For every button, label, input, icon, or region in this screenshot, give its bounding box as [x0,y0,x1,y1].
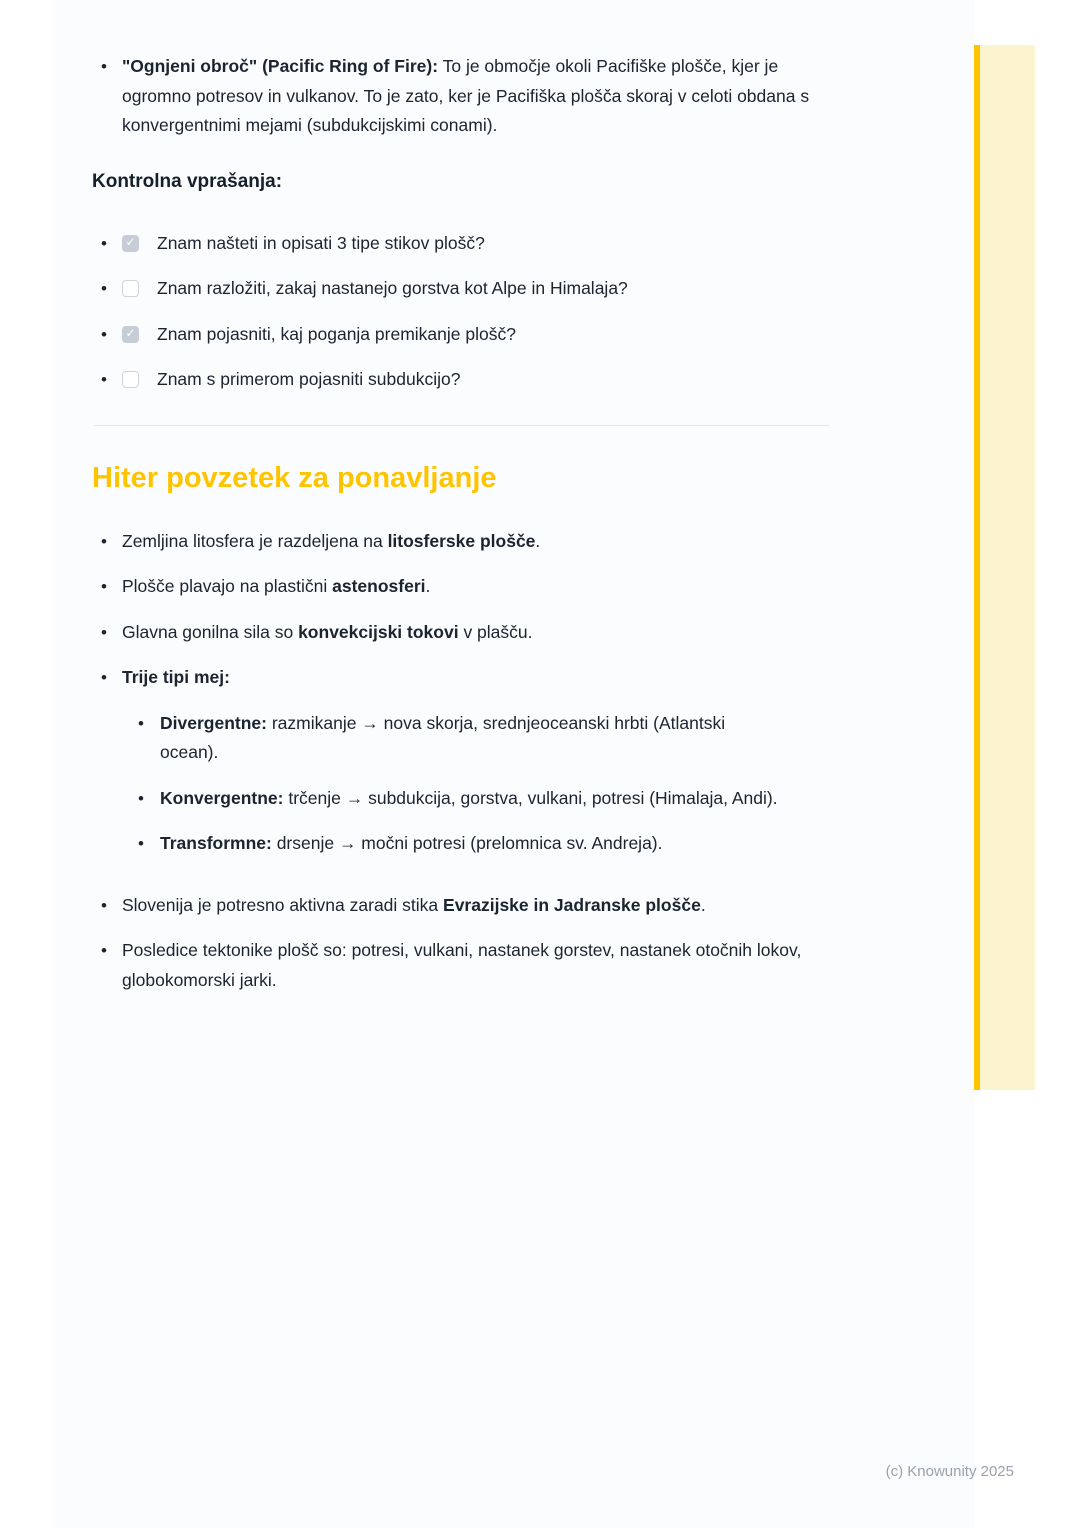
divider [94,425,830,426]
bullet-icon: • [101,57,107,76]
intro-bullet [92,52,832,141]
bullet-icon: • [101,370,107,389]
checkbox-unchecked[interactable] [122,280,139,297]
summary-item-body [122,572,822,602]
bullet-icon: • [101,577,107,596]
summary-item [92,572,832,602]
copyright-footer: (c) Knowunity 2025 [885,1463,1014,1480]
summary-item-text: Slovenija je potresno aktivna zaradi stika Evrazijske in Jadranske plošče. [122,894,706,915]
control-questions-checklist [92,229,832,395]
summary-sub-item-text: Divergentne: razmikanje → nova skorja, srednjeoceanski hrbti (Atlantski ocean). [160,712,726,762]
summary-list [92,527,832,996]
summary-item [92,527,832,557]
summary-item-body [122,527,822,557]
checklist-item [92,274,832,304]
bullet-icon: • [138,788,144,808]
summary-item-text: Glavna gonilna sila so konvekcijski tokovi v plašču. [122,621,533,642]
bullet-icon: • [101,622,107,642]
checklist-item-label: Znam pojasniti, kaj poganja premikanje plošč? [157,323,516,344]
summary-item-body [122,663,822,875]
bullet-icon: • [101,531,107,551]
intro-bullet-text: "Ognjeni obroč" (Pacific Ring of Fire): To je območje okoli Pacifiške plošče, kjer je ogromno potresov in vulkanov. To je zato, ker je Pacifiška plošča skoraj v celoti obdana s konvergentnimi mejami (subdukcijskimi conami). [122,56,810,135]
summary-item-text: Zemljina litosfera je razdeljena na litosferske plošče. [122,530,541,551]
summary-item [92,663,832,875]
checkbox-unchecked[interactable] [122,371,139,388]
checklist-item [92,320,832,350]
summary-title: Hiter povzetek za ponavljanje [92,461,497,494]
summary-item-body [122,936,822,995]
summary-sub-item [138,709,822,768]
document-content [92,0,832,1011]
bullet-icon: • [101,941,107,960]
bullet-icon: • [101,233,107,253]
summary-sub-item-text: Transformne: drsenje → močni potresi (prelomnica sv. Andreja). [160,833,663,853]
checklist-item-label: Znam s primerom pojasniti subdukcijo? [157,369,461,389]
checklist-item-label: Znam razložiti, zakaj nastanejo gorstva kot Alpe in Himalaja? [157,278,628,298]
summary-item [92,891,832,921]
bullet-icon: • [101,895,107,915]
summary-item-text: Posledice tektonike plošč so: potresi, vulkani, nastanek gorstev, nastanek otočnih lokov, globokomorski jarki. [122,940,802,990]
checklist-item-label: Znam našteti in opisati 3 tipe stikov plošč? [157,232,485,253]
summary-item [92,618,832,648]
summary-item-text: Plošče plavajo na plastični astenosferi. [122,576,431,596]
summary-item-body [122,618,822,648]
intro-bullet-list [92,0,832,141]
checkbox-checked[interactable]: ✓ [122,326,139,343]
summary-item [92,936,832,995]
bullet-icon: • [101,324,107,344]
highlight-margin-panel [980,45,1035,1090]
summary-sub-list [122,709,822,859]
summary-sub-item [138,784,822,814]
checklist-item [92,365,832,395]
bullet-icon: • [101,668,107,687]
summary-sub-item [138,829,822,859]
summary-item-body [122,891,822,921]
summary-sub-item-text: Konvergentne: trčenje → subdukcija, gorstva, vulkani, potresi (Himalaja, Andi). [160,787,778,808]
control-questions-title: Kontrolna vprašanja: [92,170,283,192]
bullet-icon: • [138,834,144,853]
bullet-icon: • [101,279,107,298]
checkbox-checked[interactable]: ✓ [122,235,139,252]
summary-item-text: Trije tipi mej: [122,667,230,687]
bullet-icon: • [138,713,144,733]
checklist-item [92,229,832,259]
